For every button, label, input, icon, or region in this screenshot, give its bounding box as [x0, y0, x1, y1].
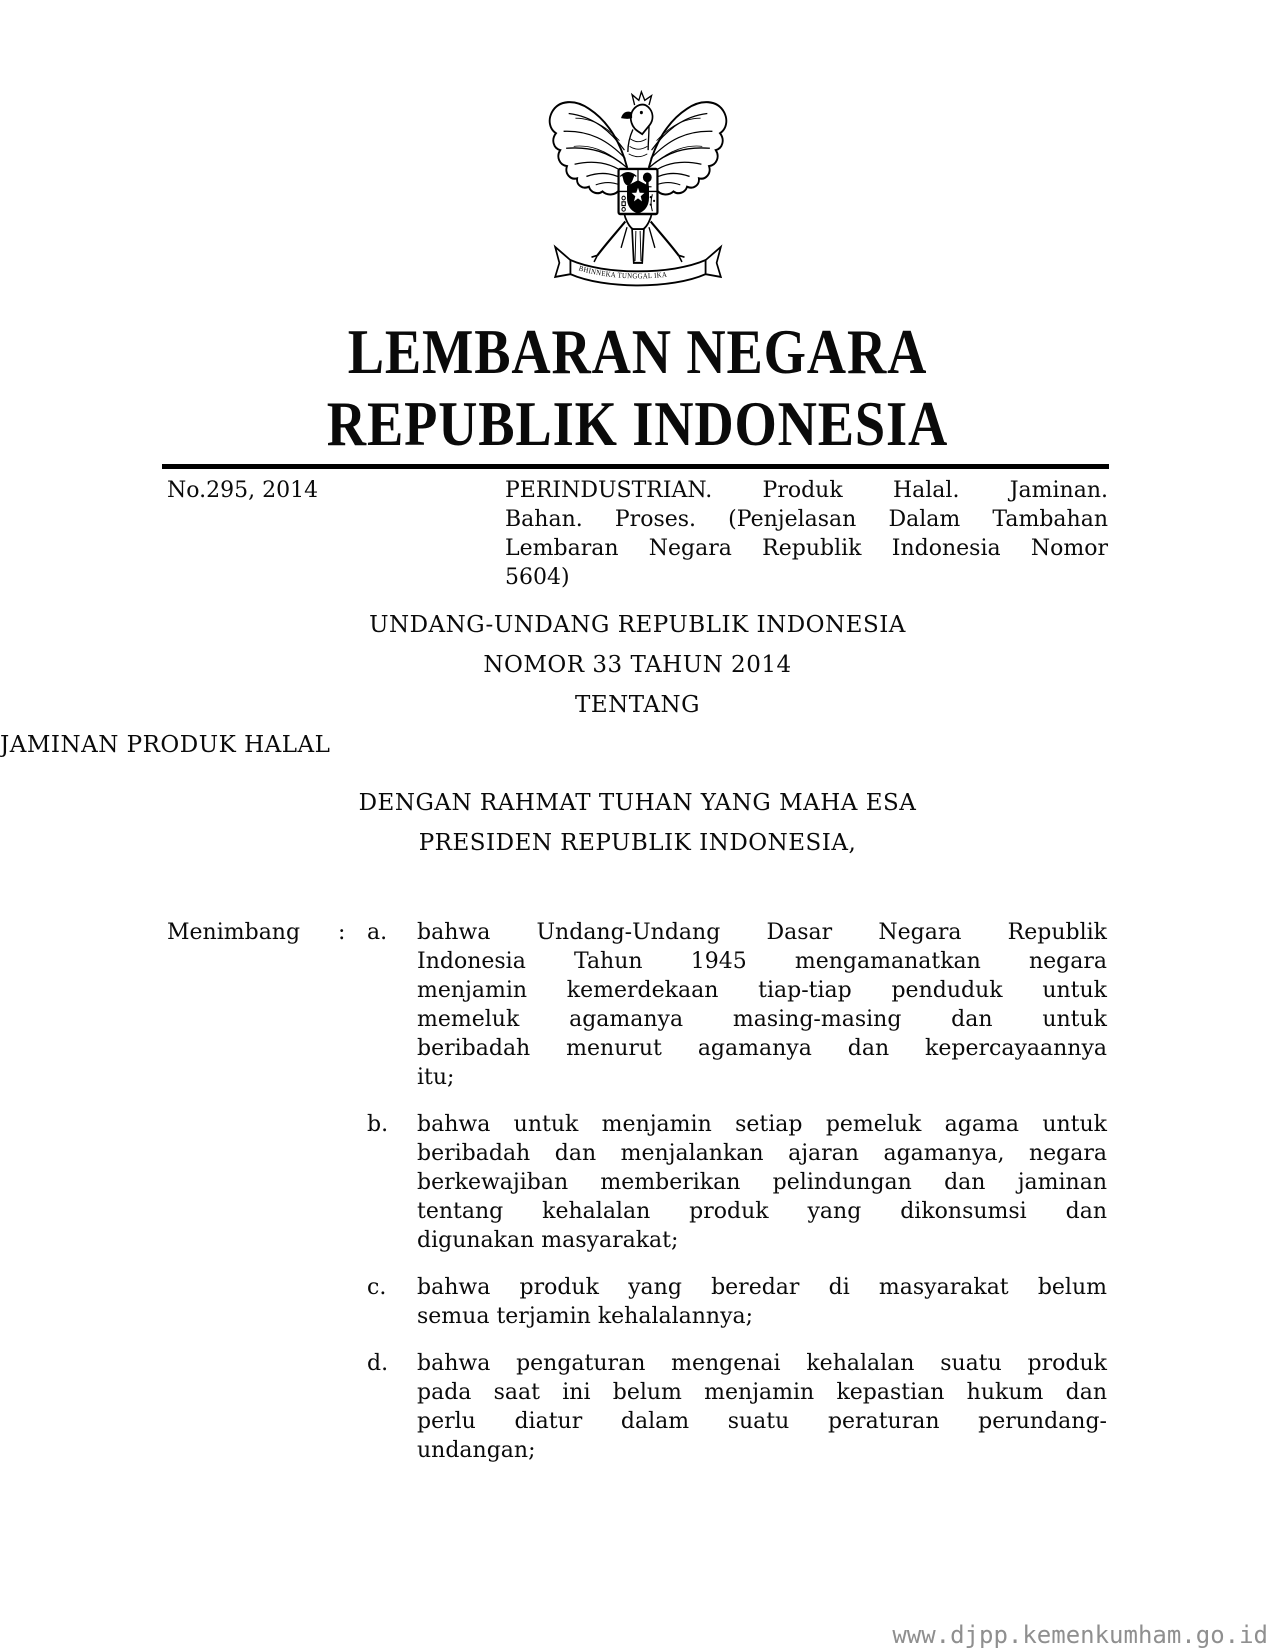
text-line: PERINDUSTRIAN. Produk Halal. Jaminan.	[505, 478, 1108, 503]
text-line: itu;	[417, 1065, 455, 1090]
footer-watermark-url: www.djpp.kemenkumham.go.id	[892, 1621, 1268, 1649]
text-line: undangan;	[417, 1438, 536, 1463]
considering-item-text	[417, 1110, 1107, 1255]
considering-item	[367, 1110, 1107, 1255]
masthead-rule	[162, 464, 1109, 469]
gazette-header-row	[167, 476, 1275, 592]
text-line: semua terjamin kehalalannya;	[417, 1304, 754, 1329]
considering-item	[367, 918, 1107, 1092]
text-line: TENTANG	[575, 692, 700, 718]
text-line: bahwa produk yang beredar di masyarakat belum	[417, 1275, 1107, 1300]
gazette-subject	[505, 476, 1108, 592]
text-line: beribadah menurut agamanya dan kepercayaannya	[417, 1036, 1107, 1061]
emblem-container	[0, 0, 1275, 296]
garuda-pancasila-icon	[545, 90, 731, 292]
text-line: NOMOR 33 TAHUN 2014	[483, 652, 792, 678]
text-line: menjamin kemerdekaan tiap-tiap penduduk untuk	[417, 978, 1107, 1003]
considering-item-letter: a.	[367, 920, 388, 945]
text-line: beribadah dan menjalankan ajaran agamanya, negara	[417, 1141, 1107, 1166]
text-line: JAMINAN PRODUK HALAL	[0, 732, 331, 758]
text-line: Indonesia Tahun 1945 mengamanatkan negara	[417, 949, 1107, 974]
gazette-title-line2: REPUBLIK INDONESIA	[326, 388, 949, 459]
text-line: bahwa untuk menjamin setiap pemeluk agama untuk	[417, 1112, 1107, 1137]
considering-section	[167, 918, 1275, 1465]
text-line: memeluk agamanya masing-masing dan untuk	[417, 1007, 1107, 1032]
considering-item-letter: d.	[367, 1351, 389, 1376]
text-line: Lembaran Negara Republik Indonesia Nomor	[505, 536, 1108, 561]
considering-item-text	[417, 1349, 1107, 1465]
considering-item-letter: b.	[367, 1112, 389, 1137]
law-title-heading	[0, 605, 1275, 765]
text-line: 5604)	[505, 565, 570, 590]
considering-item-text	[417, 918, 1107, 1092]
text-line: Bahan. Proses. (Penjelasan Dalam Tambahan	[505, 507, 1108, 532]
masthead	[0, 316, 1275, 460]
text-line: tentang kehalalan produk yang dikonsumsi dan	[417, 1199, 1107, 1224]
emblem-motto-text: BHINNEKA TUNGGAL IKA	[577, 264, 668, 281]
considering-item	[367, 1349, 1107, 1465]
considering-item	[367, 1273, 1107, 1331]
invocation-line: DENGAN RAHMAT TUHAN YANG MAHA ESA	[358, 790, 917, 816]
president-line: PRESIDEN REPUBLIK INDONESIA,	[418, 830, 857, 856]
text-line: perlu diatur dalam suatu peraturan perundang-	[417, 1409, 1107, 1434]
considering-label: Menimbang	[167, 920, 301, 945]
gazette-number: No.295, 2014	[167, 478, 319, 503]
considering-colon: :	[338, 920, 346, 945]
gazette-title-line1: LEMBARAN NEGARA	[347, 316, 928, 387]
text-line: berkewajiban memberikan pelindungan dan jaminan	[417, 1170, 1107, 1195]
text-line: pada saat ini belum menjamin kepastian hukum dan	[417, 1380, 1107, 1405]
text-line: bahwa Undang-Undang Dasar Negara Republik	[417, 920, 1107, 945]
considering-item-text	[417, 1273, 1107, 1331]
text-line: bahwa pengaturan mengenai kehalalan suatu produk	[417, 1351, 1107, 1376]
considering-item-letter: c.	[367, 1275, 387, 1300]
text-line: UNDANG-UNDANG REPUBLIK INDONESIA	[369, 612, 906, 638]
considering-items	[367, 918, 1107, 1465]
text-line: digunakan masyarakat;	[417, 1228, 679, 1253]
